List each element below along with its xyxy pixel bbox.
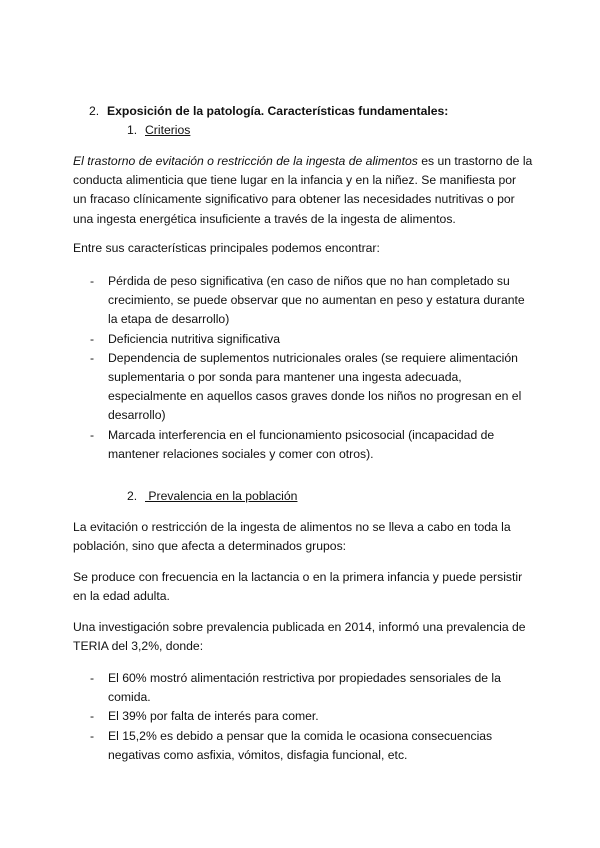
intro-text: es un trastorno de la conducta alimenticia que tiene lugar en la infancia y en la niñez. Se manifiesta por un fracaso clínicamente significativo para obtener las necesidades nutritivas o por una ingesta energética insuficiente a través de la ingesta de alimentos.: [73, 154, 533, 226]
criterios-list: [73, 272, 533, 464]
criterios-intro-paragraph: [73, 152, 533, 229]
subsection-title: Criterios: [145, 123, 191, 137]
list-item: - Marcada interferencia en el funcionamiento psicosocial (incapacidad de mantener relaciones sociales y comer con otros).: [90, 427, 495, 461]
list-item: - Dependencia de suplementos nutricionales orales (se requiere alimentación suplementaria o por sonda para mantener una ingesta adecuada, especialmente en aquellos casos graves donde los niños no progresan en el desarrollo): [90, 350, 522, 423]
list-item: - El 15,2% es debido a pensar que la comida le ocasiona consecuencias negativas como asfixia, vómitos, disfagia funcional, etc.: [90, 728, 493, 762]
disorder-name: El trastorno de evitación o restricción de la ingesta de alimentos: [73, 154, 418, 168]
section-number: 2.: [89, 104, 100, 118]
subsection-number: 2.: [127, 489, 138, 503]
section-heading: [89, 104, 448, 118]
prevalencia-list: [73, 669, 533, 765]
subsection-heading-criterios: [127, 123, 190, 137]
section-title: Exposición de la patología. Características fundamentales:: [107, 104, 449, 118]
list-item: - El 39% por falta de interés para comer.: [90, 709, 319, 724]
prevalencia-paragraph-1: La evitación o restricción de la ingesta de alimentos no se lleva a cabo en toda la población, sino que afecta a determinados grupos:: [73, 520, 511, 554]
prevalencia-paragraph-3: Una investigación sobre prevalencia publicada en 2014, informó una prevalencia de TERIA del 3,2%, donde:: [73, 620, 526, 654]
subsection-heading-prevalencia: [127, 489, 297, 503]
criterios-lead: Entre sus características principales podemos encontrar:: [73, 241, 380, 255]
subsection-title: Prevalencia en la población: [145, 489, 298, 503]
list-item: - Pérdida de peso significativa (en caso de niños que no han completado su crecimiento, se puede observar que no aumentan en peso y estatura durante la etapa de desarrollo): [90, 274, 525, 327]
list-item: - Deficiencia nutritiva significativa: [90, 331, 281, 346]
subsection-number: 1.: [127, 123, 138, 137]
list-item: - El 60% mostró alimentación restrictiva por propiedades sensoriales de la comida.: [90, 671, 501, 705]
prevalencia-paragraph-2: Se produce con frecuencia en la lactancia o en la primera infancia y puede persistir en la edad adulta.: [73, 570, 523, 604]
